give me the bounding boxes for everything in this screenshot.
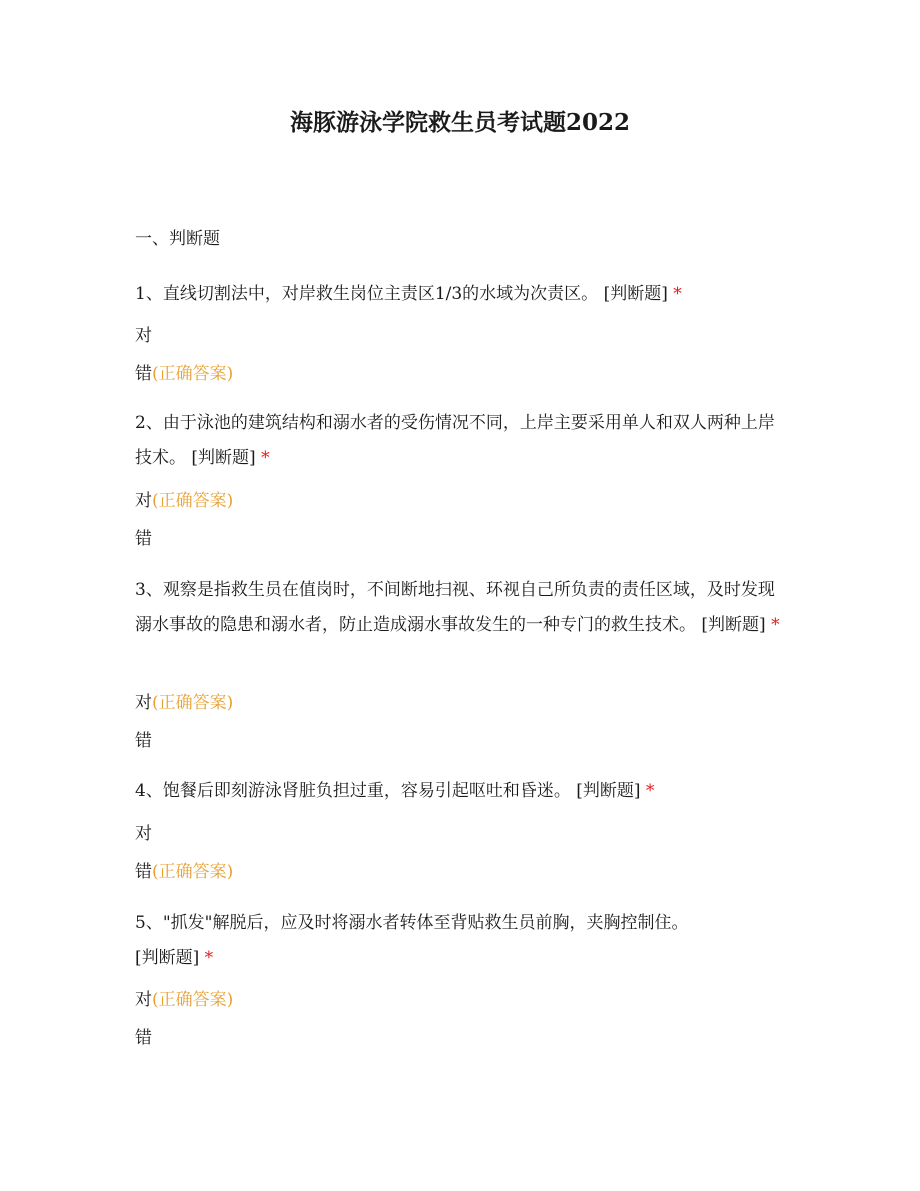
question-1-option-1[interactable]	[135, 324, 152, 348]
question-1-option-2[interactable]	[135, 362, 233, 386]
question-number: 1、	[135, 284, 163, 304]
option-label: 对	[135, 990, 152, 1010]
question-text: 饱餐后即刻游泳肾脏负担过重，容易引起呕吐和昏迷。	[162, 781, 571, 801]
option-label: 错	[135, 1028, 152, 1048]
question-2-option-2[interactable]	[135, 527, 152, 551]
question-5	[135, 911, 688, 935]
correct-answer-tag: (正确答案)	[152, 364, 234, 384]
question-text: "抓发"解脱后，应及时将溺水者转体至背贴救生员前胸，夹胸控制住。	[162, 913, 689, 933]
section-heading: 一、判断题	[135, 229, 220, 249]
question-4-option-1[interactable]	[135, 822, 152, 846]
option-label: 对	[135, 824, 152, 844]
question-type-label: [判断题]	[135, 948, 200, 968]
question-type-label: [判断题]	[191, 448, 256, 468]
correct-answer-tag: (正确答案)	[152, 862, 234, 882]
question-2-option-1[interactable]	[135, 489, 233, 513]
required-mark: *	[673, 284, 682, 304]
question-text: 观察是指救生员在值岗时，不间断地扫视、环视自己所负责的责任区域，及时发现溺水事故的隐患和溺水者，防止造成溺水事故发生的一种专门的救生技术。	[135, 580, 775, 635]
correct-answer-tag: (正确答案)	[152, 990, 234, 1010]
required-mark: *	[771, 615, 780, 635]
document-title: 海豚游泳学院救生员考试题2022	[289, 109, 630, 136]
question-3-option-2[interactable]	[135, 729, 152, 753]
option-label: 错	[135, 529, 152, 549]
question-4-option-2[interactable]	[135, 860, 233, 884]
option-label: 对	[135, 693, 152, 713]
option-label: 错	[135, 862, 152, 882]
question-4	[135, 779, 654, 803]
option-label: 对	[135, 326, 152, 346]
question-5-option-1[interactable]	[135, 988, 233, 1012]
option-label: 对	[135, 491, 152, 511]
question-type-label: [判断题]	[603, 284, 668, 304]
question-number: 3、	[135, 580, 163, 600]
required-mark: *	[645, 781, 655, 801]
question-5-option-2[interactable]	[135, 1026, 152, 1050]
correct-answer-tag: (正确答案)	[152, 491, 234, 511]
question-3	[135, 573, 785, 643]
question-1	[135, 282, 682, 306]
question-number: 2、	[135, 413, 163, 433]
question-type-label: [判断题]	[701, 615, 766, 635]
required-mark: *	[261, 448, 270, 468]
question-text: 直线切割法中，对岸救生岗位主责区1/3的水域为次责区。	[162, 284, 599, 304]
option-label: 错	[135, 364, 152, 384]
question-3-option-1[interactable]	[135, 691, 233, 715]
required-mark: *	[204, 948, 214, 968]
question-text: 由于泳池的建筑结构和溺水者的受伤情况不同，上岸主要采用单人和双人两种上岸技术。	[135, 413, 775, 468]
question-5-meta	[135, 946, 213, 970]
option-label: 错	[135, 731, 152, 751]
question-2	[135, 406, 785, 476]
question-number: 4、	[135, 781, 163, 801]
correct-answer-tag: (正确答案)	[152, 693, 234, 713]
question-number: 5、	[135, 913, 163, 933]
question-type-label: [判断题]	[576, 781, 641, 801]
